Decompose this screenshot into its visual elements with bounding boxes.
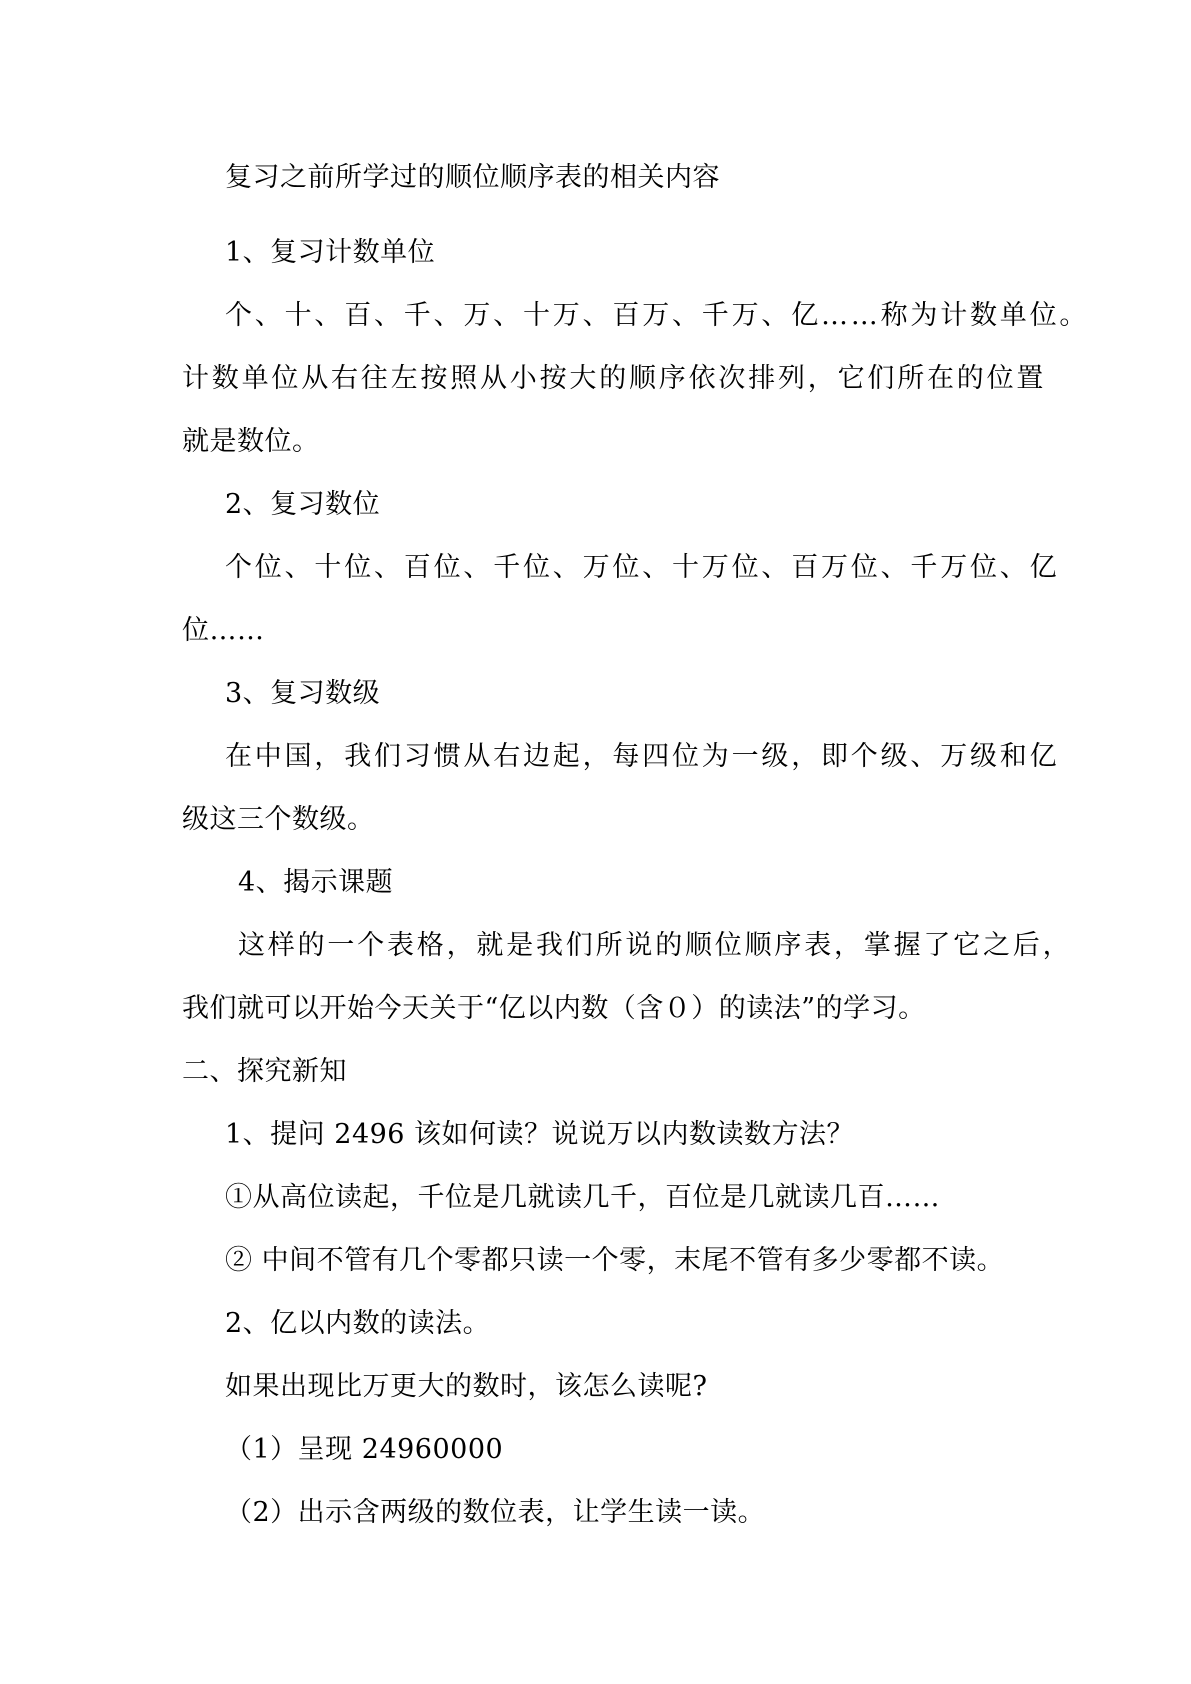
paragraph-line: 我们就可以开始今天关于“亿以内数（含０）的读法”的学习。	[182, 993, 926, 1024]
paragraph-line: 如果出现比万更大的数时，该怎么读呢?	[225, 1371, 708, 1402]
list-item: ①从高位读起，千位是几就读几千，百位是几就读几百……	[225, 1182, 940, 1213]
heading-review-units: 1、复习计数单位	[225, 237, 436, 268]
heading-review-digits: 2、复习数位	[225, 489, 381, 520]
paragraph-line: 个位、十位、百位、千位、万位、十万位、百万位、千万位、亿	[225, 552, 1060, 583]
paragraph-line: 计数单位从右往左按照从小按大的顺序依次排列，它们所在的位置	[182, 363, 1047, 394]
list-item: （2）出示含两级的数位表，让学生读一读。	[225, 1497, 766, 1528]
paragraph-line: 这样的一个表格，就是我们所说的顺位顺序表，掌握了它之后，	[238, 930, 1073, 961]
heading-review-levels: 3、复习数级	[225, 678, 381, 709]
list-item: ② 中间不管有几个零都只读一个零，末尾不管有多少零都不读。	[225, 1245, 1005, 1276]
section-heading: 二、探究新知	[182, 1056, 347, 1087]
paragraph-line: 1、提问 2496 该如何读？说说万以内数读数方法？	[225, 1119, 855, 1150]
paragraph-line: 就是数位。	[182, 426, 320, 457]
intro-line: 复习之前所学过的顺位顺序表的相关内容	[225, 162, 720, 193]
paragraph-line: 级这三个数级。	[182, 804, 375, 835]
paragraph-line: 位……	[182, 615, 265, 646]
list-item: （1）呈现 24960000	[225, 1434, 504, 1465]
paragraph-line: 2、亿以内数的读法。	[225, 1308, 491, 1339]
paragraph-line: 个、十、百、千、万、十万、百万、千万、亿……称为计数单位。	[225, 300, 1090, 331]
paragraph-line: 在中国，我们习惯从右边起，每四位为一级，即个级、万级和亿	[225, 741, 1060, 772]
heading-reveal-topic: 4、揭示课题	[238, 867, 394, 898]
